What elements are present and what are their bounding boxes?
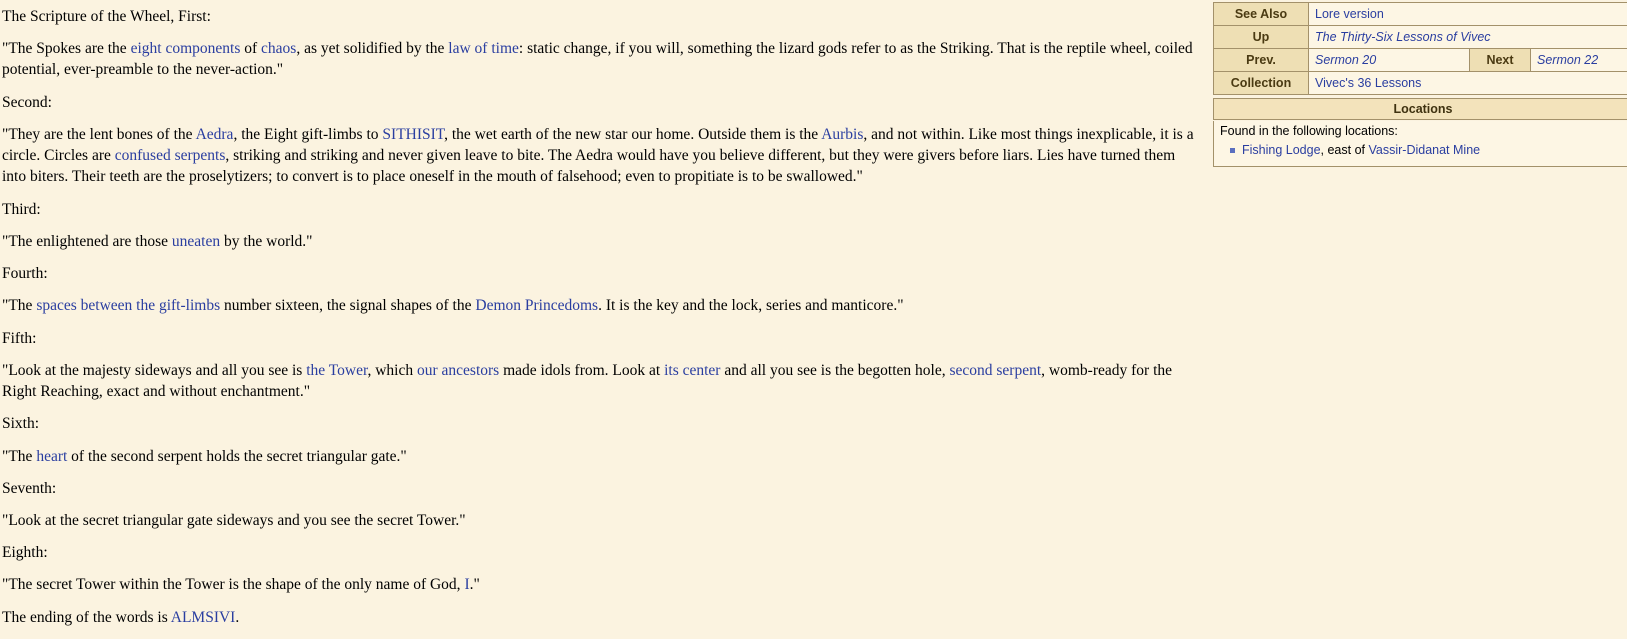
- sermon-text: The ending of the words is ALMSIVI.: [2, 607, 1202, 628]
- nav-row-collection: [1214, 72, 1627, 95]
- sermon-label: Fifth:: [2, 328, 1202, 349]
- nav-row-prev-next: [1214, 49, 1627, 72]
- nav-row-see-also: [1214, 3, 1627, 26]
- article-intro: The Scripture of the Wheel, First:: [2, 6, 1202, 27]
- article-link[interactable]: the Tower: [306, 362, 367, 379]
- article-link[interactable]: chaos: [261, 40, 296, 57]
- sermon-label: Sixth:: [2, 413, 1202, 434]
- sermon-label: Second:: [2, 92, 1202, 113]
- nav-up-label: Up: [1214, 26, 1309, 49]
- nav-see-also-label: See Also: [1214, 3, 1309, 26]
- sermon-label: Eighth:: [2, 542, 1202, 563]
- article-link[interactable]: law of time: [448, 40, 519, 57]
- collection-link[interactable]: Vivec's 36 Lessons: [1315, 76, 1421, 90]
- sermon-text: "They are the lent bones of the Aedra, the Eight gift-limbs to SITHISIT, the wet earth of the new star our home. Outside them is the Aurbis, and not within. Like most things inexplicable, it is a circle. Circles are confused serpents, striking and striking and never given leave to bite. The Aedra would have you believe different, but they were givers before liars. Lies have turned them into biters. Their teeth are the proselytizers; to convert is to place oneself in the mouth of falsehood; even to propitiate is to be swallowed.": [2, 124, 1202, 188]
- article-link[interactable]: second serpent: [949, 362, 1041, 379]
- locations-intro: Found in the following locations:: [1220, 124, 1626, 138]
- sermon-label: Seventh:: [2, 478, 1202, 499]
- article-link[interactable]: our ancestors: [417, 362, 499, 379]
- see-also-link[interactable]: Lore version: [1315, 7, 1384, 21]
- sermon-text: "Look at the secret triangular gate sideways and you see the secret Tower.": [2, 510, 1202, 531]
- article-link[interactable]: eight components: [131, 40, 241, 57]
- sermon-text: "The Spokes are the eight components of chaos, as yet solidified by the law of time: static change, if you will, something the lizard gods refer to as the Striking. That is the reptile wheel, coiled potential, ever-preamble to the never-action.": [2, 38, 1202, 80]
- next-link[interactable]: Sermon 22: [1537, 53, 1598, 67]
- article-link[interactable]: heart: [36, 448, 67, 465]
- prev-link[interactable]: Sermon 20: [1315, 53, 1376, 67]
- locations-list: [1220, 142, 1626, 160]
- sermon-text: "The heart of the second serpent holds the secret triangular gate.": [2, 446, 1202, 467]
- article-link[interactable]: I: [464, 576, 469, 593]
- article-link[interactable]: its center: [664, 362, 720, 379]
- locations-box: [1213, 121, 1627, 167]
- article-link[interactable]: Aedra: [196, 126, 234, 143]
- nav-next-value: [1531, 49, 1627, 72]
- location-reference-link[interactable]: Vassir-Didanat Mine: [1368, 143, 1480, 157]
- up-link[interactable]: The Thirty-Six Lessons of Vivec: [1315, 30, 1491, 44]
- sermon-text: "The enlightened are those uneaten by the world.": [2, 231, 1202, 252]
- sermon-label: Third:: [2, 199, 1202, 220]
- nav-next-label[interactable]: Next: [1470, 49, 1531, 72]
- locations-title: Locations: [1213, 98, 1627, 120]
- sermon-label: Fourth:: [2, 263, 1202, 284]
- nav-collection-label: Collection: [1214, 72, 1309, 95]
- nav-see-also-value: [1309, 3, 1627, 26]
- article-link[interactable]: confused serpents: [115, 147, 226, 164]
- navigation-table: [1213, 2, 1627, 95]
- article-link[interactable]: uneaten: [172, 233, 220, 250]
- article-link[interactable]: ALMSIVI: [171, 609, 236, 626]
- sermon-text: "Look at the majesty sideways and all you see is the Tower, which our ancestors made idols from. Look at its center and all you see is the begotten hole, second serpent, womb-ready for the Right Reaching, exact and without enchantment.": [2, 360, 1202, 402]
- list-item: Fishing Lodge, east of Vassir-Didanat Mine: [1242, 142, 1626, 160]
- nav-prev-value: [1309, 49, 1470, 72]
- nav-up-value: [1309, 26, 1627, 49]
- location-link[interactable]: Fishing Lodge: [1242, 143, 1321, 157]
- article-link[interactable]: spaces between the gift-limbs: [36, 297, 220, 314]
- sermon-text: "The secret Tower within the Tower is the shape of the only name of God, I.": [2, 574, 1202, 595]
- article-link[interactable]: Aurbis: [821, 126, 863, 143]
- article-link[interactable]: Demon Princedoms: [475, 297, 598, 314]
- nav-prev-label: Prev.: [1214, 49, 1309, 72]
- sermon-text: "The spaces between the gift-limbs number sixteen, the signal shapes of the Demon Princedoms. It is the key and the lock, series and manticore.": [2, 295, 1202, 316]
- article-link[interactable]: SITHISIT: [382, 126, 444, 143]
- nav-collection-value: [1309, 72, 1627, 95]
- nav-row-up: [1214, 26, 1627, 49]
